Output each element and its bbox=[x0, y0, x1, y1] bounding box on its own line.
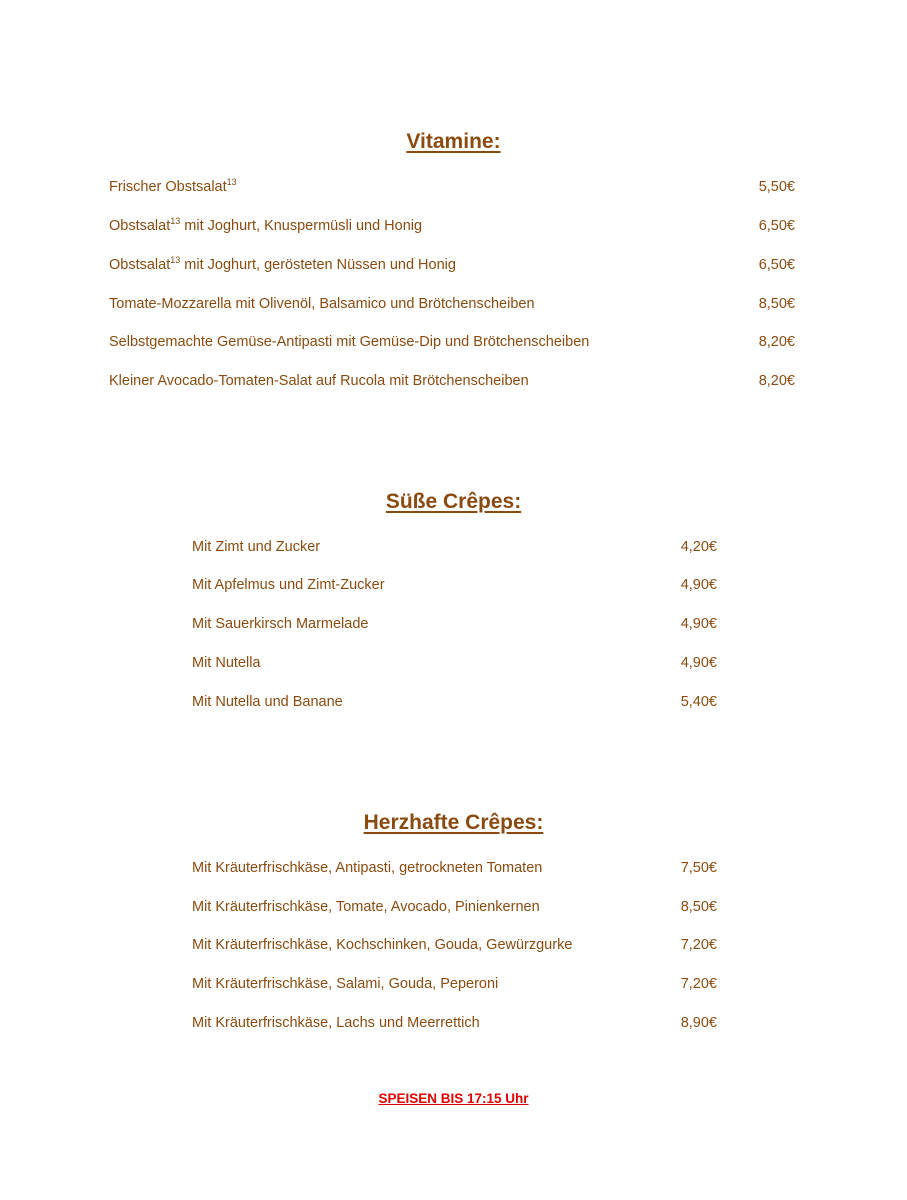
section-title-herzhafte-crepes: Herzhafte Crêpes: bbox=[363, 811, 544, 834]
menu-item-price: 8,90€ bbox=[680, 1015, 717, 1031]
section-title-vitamine: Vitamine: bbox=[406, 130, 501, 153]
menu-item bbox=[192, 973, 717, 995]
menu-item bbox=[192, 652, 717, 674]
menu-item bbox=[109, 215, 795, 237]
menu-item bbox=[109, 293, 795, 315]
menu-item-name: Mit Nutella bbox=[192, 655, 261, 671]
menu-item-price: 8,20€ bbox=[758, 334, 795, 350]
menu-item-price: 4,90€ bbox=[680, 655, 717, 671]
menu-item-price: 4,90€ bbox=[680, 577, 717, 593]
menu-item bbox=[109, 176, 795, 198]
menu-item-name: Kleiner Avocado-Tomaten-Salat auf Rucola mit Brötchenscheiben bbox=[109, 373, 529, 389]
menu-item-name: Mit Kräuterfrischkäse, Tomate, Avocado, Pinienkernen bbox=[192, 899, 540, 915]
menu-item-name: Mit Kräuterfrischkäse, Kochschinken, Gouda, Gewürzgurke bbox=[192, 937, 573, 953]
menu-item bbox=[192, 536, 717, 558]
menu-item-name: Selbstgemachte Gemüse-Antipasti mit Gemüse-Dip und Brötchenscheiben bbox=[109, 334, 590, 350]
menu-item-name: Mit Kräuterfrischkäse, Salami, Gouda, Peperoni bbox=[192, 976, 499, 992]
serving-hours-note: SPEISEN BIS 17:15 Uhr bbox=[378, 1091, 529, 1106]
menu-item bbox=[109, 370, 795, 392]
menu-item bbox=[109, 254, 795, 276]
menu-item-price: 8,20€ bbox=[758, 373, 795, 389]
menu-item-price: 7,20€ bbox=[680, 937, 717, 953]
menu-item-price: 8,50€ bbox=[758, 296, 795, 312]
menu-item-name: Mit Zimt und Zucker bbox=[192, 539, 321, 555]
menu-item bbox=[192, 691, 717, 713]
menu-item-name: Mit Kräuterfrischkäse, Lachs und Meerrettich bbox=[192, 1015, 480, 1031]
menu-item-name: Mit Sauerkirsch Marmelade bbox=[192, 616, 369, 632]
menu-item bbox=[192, 857, 717, 879]
menu-item-name: Frischer Obstsalat$^{13}$ bbox=[109, 177, 237, 195]
menu-item bbox=[192, 613, 717, 635]
menu-item-name: Obstsalat$^{13}$ mit Joghurt, Knuspermüsli und Honig bbox=[109, 216, 423, 234]
menu-item-name: Mit Kräuterfrischkäse, Antipasti, getrockneten Tomaten bbox=[192, 860, 543, 876]
menu-item-name: Tomate-Mozzarella mit Olivenöl, Balsamico und Brötchenscheiben bbox=[109, 296, 535, 312]
menu-item-name: Mit Nutella und Banane bbox=[192, 694, 343, 710]
menu-item-price: 6,50€ bbox=[758, 218, 795, 234]
menu-item bbox=[192, 896, 717, 918]
menu-item bbox=[192, 934, 717, 956]
section-title-suesse-crepes: Süße Crêpes: bbox=[385, 490, 522, 513]
menu-item-price: 4,90€ bbox=[680, 616, 717, 632]
menu-item-name: Obstsalat$^{13}$ mit Joghurt, gerösteten Nüssen und Honig bbox=[109, 255, 456, 273]
menu-item-price: 5,40€ bbox=[680, 694, 717, 710]
menu-item bbox=[192, 1012, 717, 1034]
menu-item bbox=[109, 331, 795, 353]
menu-item bbox=[192, 574, 717, 596]
menu-item-price: 7,20€ bbox=[680, 976, 717, 992]
menu-item-price: 5,50€ bbox=[758, 179, 795, 195]
menu-item-price: 7,50€ bbox=[680, 860, 717, 876]
menu-item-price: 4,20€ bbox=[680, 539, 717, 555]
menu-item-name: Mit Apfelmus und Zimt-Zucker bbox=[192, 577, 385, 593]
menu-item-price: 6,50€ bbox=[758, 257, 795, 273]
menu-item-price: 8,50€ bbox=[680, 899, 717, 915]
